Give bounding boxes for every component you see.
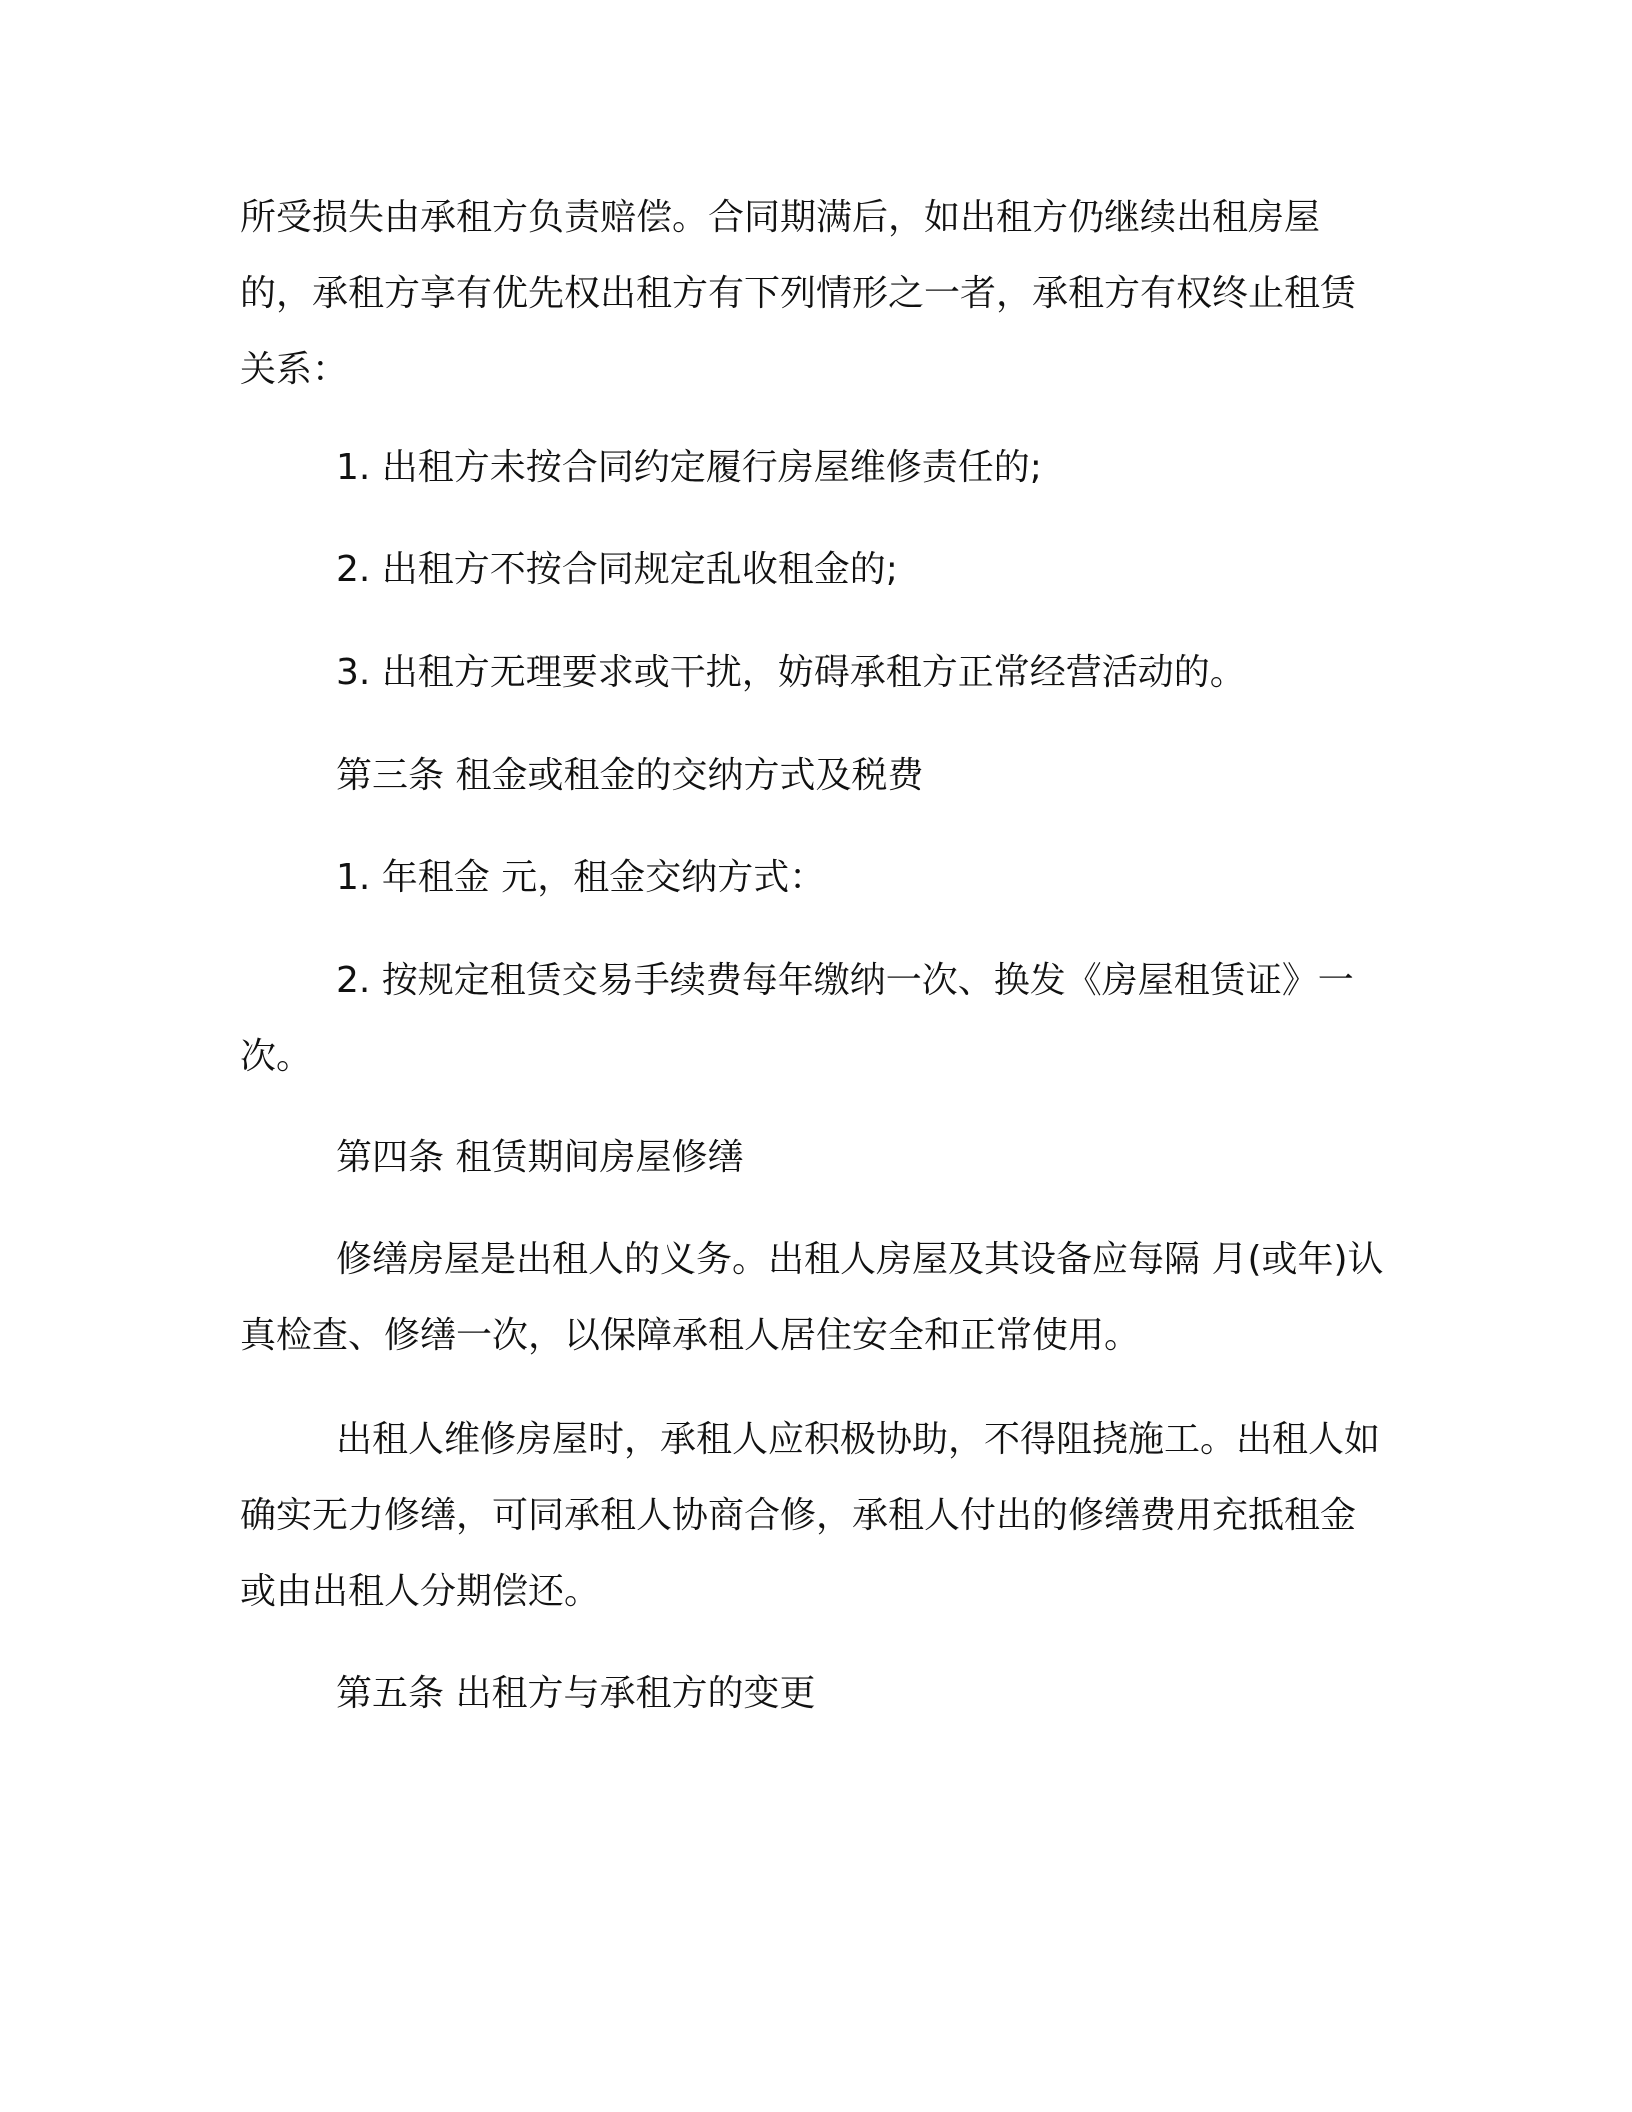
list-item-2: 2. 出租方不按合同规定乱收租金的; — [336, 549, 898, 590]
rent-item-2: 2. 按规定租赁交易手续费每年缴纳一次、换发《房屋租赁证》一次。 — [240, 960, 1354, 1077]
article-4-heading: 第四条 租赁期间房屋修缮 — [336, 1137, 744, 1178]
list-item-3: 3. 出租方无理要求或干扰，妨碍承租方正常经营活动的。 — [336, 652, 1246, 693]
paragraph-termination-rights: 所受损失由承租方负责赔偿。合同期满后，如出租方仍继续出租房屋的，承租方享有优先权出租方有下列情形之一者，承租方有权终止租赁关系： — [240, 197, 1357, 390]
article-5-heading: 第五条 出租方与承租方的变更 — [336, 1673, 816, 1714]
article-3-heading: 第三条 租金或租金的交纳方式及税费 — [336, 755, 924, 796]
repair-cooperation-paragraph: 出租人维修房屋时，承租人应积极协助，不得阻挠施工。出租人如确实无力修缮，可同承租人协商合修，承租人付出的修缮费用充抵租金或由出租人分期偿还。 — [240, 1419, 1381, 1612]
repair-obligation-paragraph: 修缮房屋是出租人的义务。出租人房屋及其设备应每隔 月(或年)认真检查、修缮一次，以保障承租人居住安全和正常使用。 — [240, 1239, 1384, 1356]
rent-item-1: 1. 年租金 元，租金交纳方式： — [336, 857, 826, 898]
list-item-1: 1. 出租方未按合同约定履行房屋维修责任的; — [336, 447, 1042, 488]
